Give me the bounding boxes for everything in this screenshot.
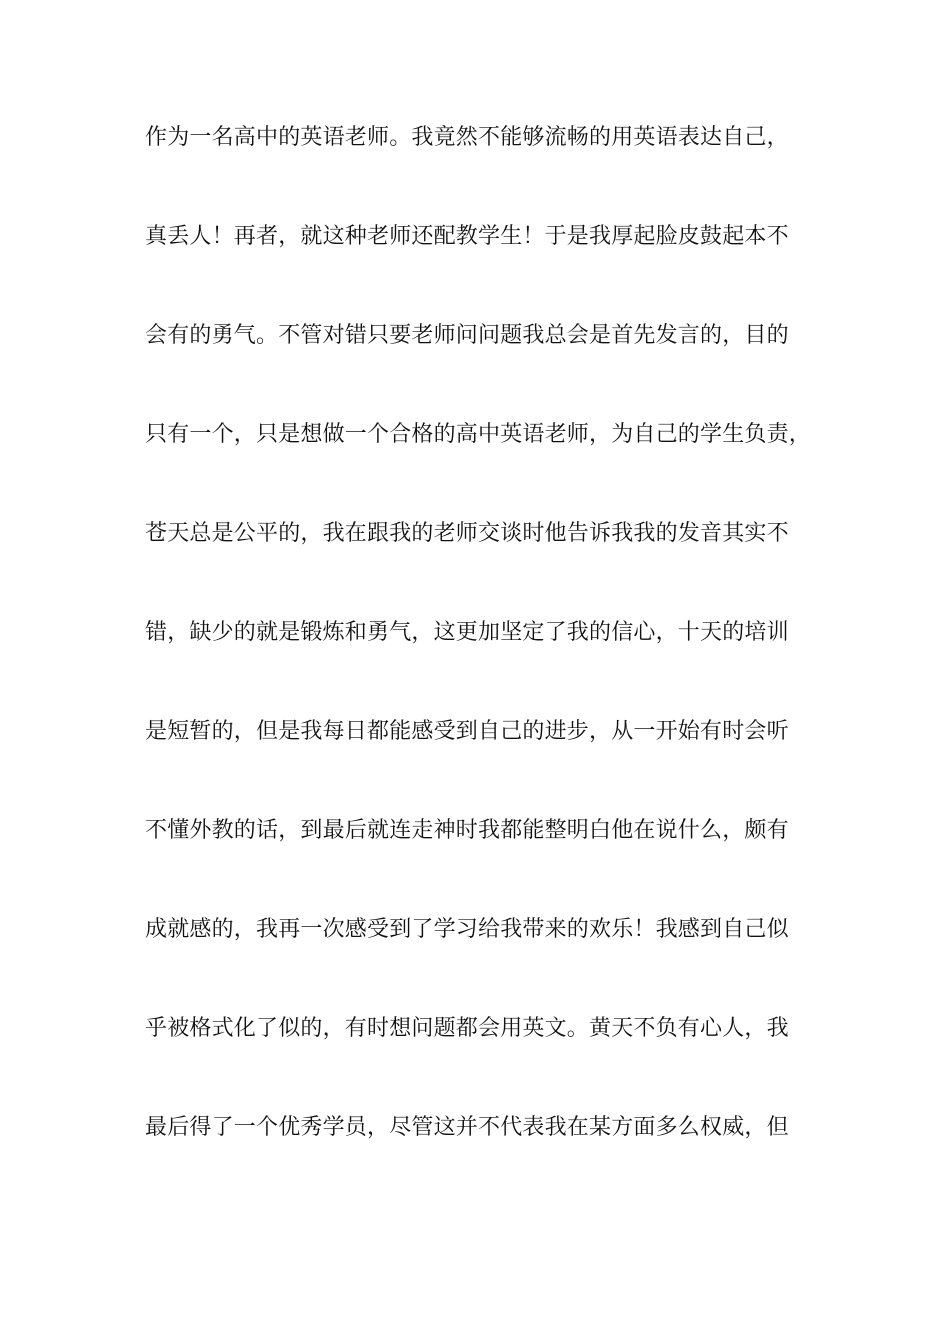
text-line: 乎被格式化了似的，有时想问题都会用英文。黄天不负有心人，我 [145, 1016, 789, 1041]
text-line: 成就感的，我再一次感受到了学习给我带来的欢乐！我感到自己似 [145, 917, 789, 942]
text-line: 作为一名高中的英语老师。我竟然不能够流畅的用英语表达自己， [145, 125, 789, 150]
text-line: 是短暂的，但是我每日都能感受到自己的进步，从一开始有时会听 [145, 719, 789, 744]
text-line: 最后得了一个优秀学员，尽管这并不代表我在某方面多么权威，但 [145, 1115, 789, 1140]
text-line: 错，缺少的就是锻炼和勇气，这更加坚定了我的信心，十天的培训 [145, 620, 789, 645]
text-line: 会有的勇气。不管对错只要老师问问题我总会是首先发言的，目的 [145, 323, 789, 348]
text-line: 只有一个，只是想做一个合格的高中英语老师，为自己的学生负责， [145, 422, 812, 447]
text-line: 不懂外教的话，到最后就连走神时我都能整明白他在说什么，颇有 [145, 818, 789, 843]
text-line: 苍天总是公平的，我在跟我的老师交谈时他告诉我我的发音其实不 [145, 521, 789, 546]
text-line: 真丢人！再者，就这种老师还配教学生！于是我厚起脸皮鼓起本不 [145, 224, 789, 249]
